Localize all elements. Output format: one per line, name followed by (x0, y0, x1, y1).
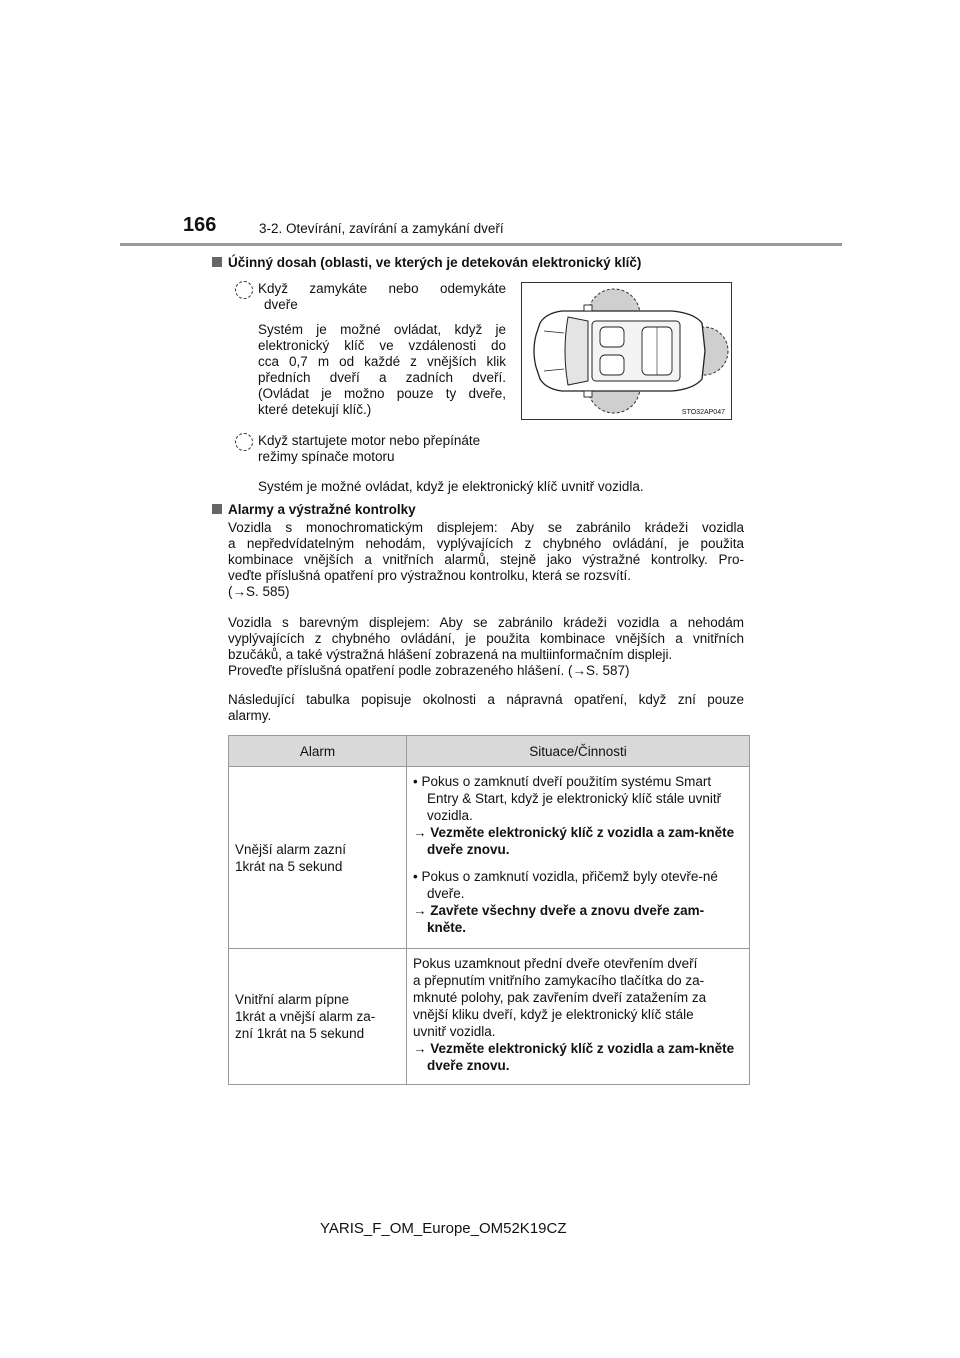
mirror (584, 391, 592, 397)
para-line: veďte příslušná opatření pro výstražnou kontrolku, která se rozsvítí. (228, 568, 631, 583)
alarms-heading (212, 502, 416, 517)
alarm-cell (229, 949, 407, 1085)
dashed-circle-icon (235, 281, 253, 299)
page-number: 166 (183, 214, 217, 236)
alarm-table (228, 735, 750, 1085)
item1-body (258, 322, 506, 418)
para-line: Vozidla s monochromatickým displejem: Aby se zabránilo krádeži vozidla (228, 520, 744, 535)
alarms-heading-text: Alarmy a výstražné kontrolky (228, 502, 416, 517)
table-row (229, 949, 750, 1085)
para-line: bzučáků, a také výstražná hlášení zobrazená na multiinformačním displeji. (228, 647, 673, 662)
situation-line: mknuté polohy, pak zavřením dveří zatažením za (413, 990, 707, 1005)
table-row (229, 767, 750, 949)
alarm-line: zní 1krát na 5 sekund (235, 1026, 365, 1041)
windshield (565, 317, 588, 385)
range-heading (212, 255, 641, 270)
situation-bullet: • Pokus o zamknutí vozidla, přičemž byly otevře-né dveře. (413, 869, 718, 901)
para-line: (→S. 585) (228, 584, 290, 599)
column-header-situation: Situace/Činnosti (407, 736, 750, 767)
item1-body-line: které detekují klíč.) (258, 402, 372, 417)
heading-square-icon (212, 504, 222, 514)
situation-line: vnější kliku dveří, když je elektronický klíč stále (413, 1007, 694, 1022)
seat (600, 355, 624, 375)
mirror (584, 305, 592, 311)
situation-line: uvnitř vozidla. (413, 1024, 496, 1039)
situation-bullet: • Pokus o zamknutí dveří použitím systému Smart Entry & Start, když je elektronický klíč stále uvnitř vozidla. (413, 774, 722, 823)
item2-label-line2: režimy spínače motoru (258, 449, 395, 464)
alarm-line: Vnitřní alarm pípne (235, 992, 350, 1007)
situation-cell (407, 767, 750, 949)
item2-label-line1: Když startujete motor nebo přepínáte (258, 433, 481, 448)
item1-body-line: cca 0,7 m od každé z vnějších klik (258, 354, 506, 369)
heading-square-icon (212, 257, 222, 267)
table-header-row (229, 736, 750, 767)
seat (600, 327, 624, 347)
item1-label-line1: Když zamykáte nebo odemykáte (258, 281, 506, 296)
para-line: Vozidla s barevným displejem: Aby se zabránilo krádeži vozidla a nehodám (228, 615, 744, 630)
item1-label-line2: dveře (264, 297, 298, 312)
para-line: Proveďte příslušná opatření podle zobrazeného hlášení. (→S. 587) (228, 663, 630, 678)
dashed-circle-icon (235, 433, 253, 451)
alarm-line: 1krát na 5 sekund (235, 858, 343, 874)
header-rule (120, 243, 842, 246)
situation-line: a přepnutím vnitřního zamykacího tlačítka do za- (413, 973, 705, 988)
action-text: → Vezměte elektronický klíč z vozidla a zam-kněte dveře znovu. (413, 825, 735, 857)
column-header-alarm: Alarm (229, 736, 407, 767)
para-line: Následující tabulka popisuje okolnosti a nápravná opatření, když zní pouze (228, 692, 744, 707)
alarm-cell (229, 767, 407, 949)
para-line: alarmy. (228, 708, 272, 723)
alarms-para2 (228, 615, 744, 679)
action-text: → Zavřete všechny dveře a znovu dveře zam-kněte. (413, 903, 705, 935)
action-text: → Vezměte elektronický klíč z vozidla a zam-kněte dveře znovu. (413, 1041, 735, 1073)
detection-range-figure (521, 282, 732, 420)
item1-body-line: elektronický klíč ve vzdálenosti do (258, 338, 506, 353)
item1-body-line: předních dveří a zadních dveří. (258, 370, 506, 385)
alarms-para3 (228, 692, 744, 724)
car-top-view-illustration (522, 283, 731, 419)
item1-body-line: Systém je možné ovládat, když je (258, 322, 506, 337)
alarms-para1 (228, 520, 744, 600)
alarm-line: Vnější alarm zazní (235, 841, 347, 857)
section-title: 3-2. Otevírání, zavírání a zamykání dveří (259, 221, 504, 236)
range-heading-text: Účinný dosah (oblasti, ve kterých je detekován elektronický klíč) (228, 255, 642, 270)
situation-cell (407, 949, 750, 1085)
para-line: vyplývajících z chybného ovládání, je použita kombinace vnějších a vnitřních (228, 631, 744, 646)
situation-line: Pokus uzamknout přední dveře otevřením dveří (413, 956, 698, 971)
para-line: a nepředvídatelným nehodám, vyplývajících z chybného ovládání, je použita (228, 536, 744, 551)
para-line: kombinace vnějších a vnitřních alarmů, stejně jako výstražné kontrolky. Pro- (228, 552, 744, 567)
item1-body-line: (Ovládat je možno pouze ty dveře, (258, 386, 506, 401)
figure-code: STO32AP047 (681, 409, 725, 416)
document-id: YARIS_F_OM_Europe_OM52K19CZ (320, 1220, 567, 1237)
alarm-line: 1krát a vnější alarm za- (235, 1009, 376, 1024)
item2-body: Systém je možné ovládat, když je elektronický klíč uvnitř vozidla. (258, 479, 644, 494)
